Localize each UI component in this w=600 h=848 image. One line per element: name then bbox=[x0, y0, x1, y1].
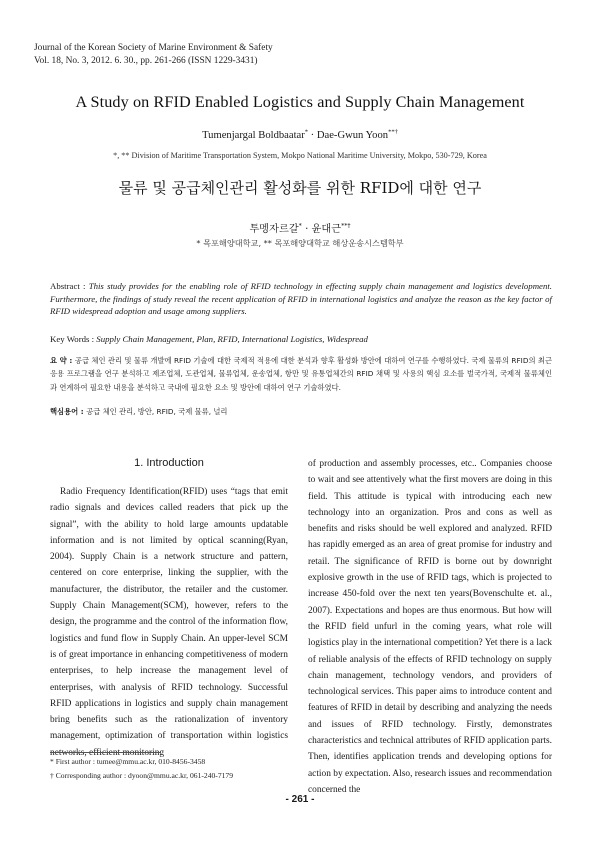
author-separator: · bbox=[308, 130, 317, 141]
author-line bbox=[0, 130, 600, 141]
right-column bbox=[308, 456, 552, 798]
author-mark: **† bbox=[388, 128, 398, 136]
korean-title: 물류 및 공급체인관리 활성화를 위한 RFID에 대한 연구 bbox=[118, 179, 482, 197]
paper-title: A Study on RFID Enabled Logistics and Supply Chain Management bbox=[75, 93, 525, 111]
footnote-corresponding-author: † Corresponding author : dyoon@mmu.ac.kr, 061-240-7179 bbox=[50, 771, 234, 780]
journal-volume-info: Vol. 18, No. 3, 2012. 6. 30., pp. 261-266 (ISSN 1229-3431) bbox=[34, 55, 258, 66]
section-heading: 1. Introduction bbox=[134, 457, 204, 469]
journal-name: Journal of the Korean Society of Marine Environment & Safety bbox=[34, 43, 273, 53]
korean-abstract-text: 공급 체인 관리 및 물류 개발에 RFID 기술에 대한 국제적 적용에 대한 분석과 향후 활성화 방안에 대하여 연구를 수행하였다. 국제 물류의 RFID의 최근 응용 프로그램을 연구 분석하고 제조업체, 도관업체, 물류업체, 운송업체, 항만 및 유통업체간의 RFID 채택 및 사용의 핵심 요소를 벌국가적, 국제적 물류체인과 연계하여 필요한 내용을 분석하고 국내에 필요한 요소 및 방안에 대하여 연구 기술하였다. bbox=[50, 356, 553, 392]
korean-keywords-label: 핵심용어 : bbox=[50, 407, 87, 416]
affiliation: *, ** Division of Maritime Transportation System, Mokpo National Maritime University, Mokpo, 530-729, Korea bbox=[113, 151, 487, 160]
journal-header bbox=[34, 42, 273, 67]
korean-keywords-text: 공급 체인 관리, 방안, RFID, 국제 물류, 널리 bbox=[86, 407, 228, 416]
keywords-text: Supply Chain Management, Plan, RFID, International Logistics, Widespread bbox=[96, 334, 368, 344]
abstract-label: Abstract : bbox=[50, 281, 89, 291]
abstract bbox=[50, 280, 552, 318]
author-separator: · bbox=[301, 224, 312, 235]
korean-abstract bbox=[50, 354, 552, 394]
korean-author-name: 윤대근 bbox=[311, 224, 342, 235]
author-name: Tumenjargal Boldbaatar bbox=[202, 130, 305, 141]
keywords bbox=[50, 333, 552, 346]
korean-author-name: 투멩자르갈 bbox=[249, 224, 299, 235]
footnote-first-author: * First author : tumee@mmu.ac.kr, 010-8456-3458 bbox=[50, 757, 206, 766]
korean-affiliation: * 목포해양대학교, ** 목포해양대학교 해상운송시스템학부 bbox=[196, 238, 404, 248]
korean-keywords bbox=[50, 407, 552, 417]
author-mark: * bbox=[304, 128, 309, 136]
body-paragraph: Radio Frequency Identification(RFID) uses “tags that emit radio signals and devices called readers that pick up the signal”, with the ability to hold large amounts updatable information and is not limited by optical scanning(Ryan, 2004). Supply Chain is a network structure and pattern, centered on core enterprise, linking the supplier, with the manufacturer, the distributor, the retailer and the customer. Supply Chain Management(SCM), however, refers to the design, the programme and the control of the information flow, logistics and fund flow in Supply Chain. An upper-level SCM is of great importance in enhancing competitiveness of modern enterprises, to help increase the management level of enterprises, with analysis of RFID technology. Successful RFID applications in logistics and supply chain management bring benefits such as the rationalization of inventory management, optimization of transportation within logistics networks, efficient monitoring bbox=[50, 487, 288, 758]
left-column bbox=[50, 484, 288, 761]
author-mark: * bbox=[298, 222, 302, 230]
author-mark: **† bbox=[341, 222, 351, 230]
korean-author-line bbox=[0, 220, 600, 235]
body-paragraph: of production and assembly processes, etc.. Companies choose to wait and see attentively what the first movers are doing in this field. This attitude is typical with introducing each new technology into an organization. Pros and cons as well as benefits and risks should be well explored and analyzed. RFID has rapidly emerged as an area of great promise for industry and retail. The significance of RFID is borne out by downright explosive growth in the use of RFID tags, which is projected to increase 450-fold over the next ten years(Bovenschulte et. al., 2007). Expectations and hopes are thus enormous. But how will the RFID field unfurl in the coming years, what role will logistics play in the international competition? Yet there is a lack of reliable analysis of the effects of RFID technology on supply chain management, technology vendors, and providers of technological services. This paper aims to introduce content and features of RFID in detail by describing and analyzing the needs and issues of RFID technology. Firstly, demonstrates characteristics and technical attributes of RFID application parts. Then, identifies application trends and developing options for action by expectation. Also, research issues and recommendation concerned the bbox=[308, 459, 552, 795]
abstract-text: This study provides for the enabling role of RFID technology in effecting supply chain management and logistics development. Furthermore, the findings of study reveal the recent application of RFID in international logistics and analyze the reason as the key factor of RFID widespread adoption and usage among suppliers. bbox=[50, 281, 552, 317]
korean-abstract-label: 요 약 : bbox=[50, 356, 75, 365]
page-number: - 261 - bbox=[285, 794, 315, 805]
author-name: Dae-Gwun Yoon bbox=[316, 130, 389, 141]
keywords-label: Key Words : bbox=[50, 334, 97, 344]
footnote-divider bbox=[50, 752, 160, 753]
